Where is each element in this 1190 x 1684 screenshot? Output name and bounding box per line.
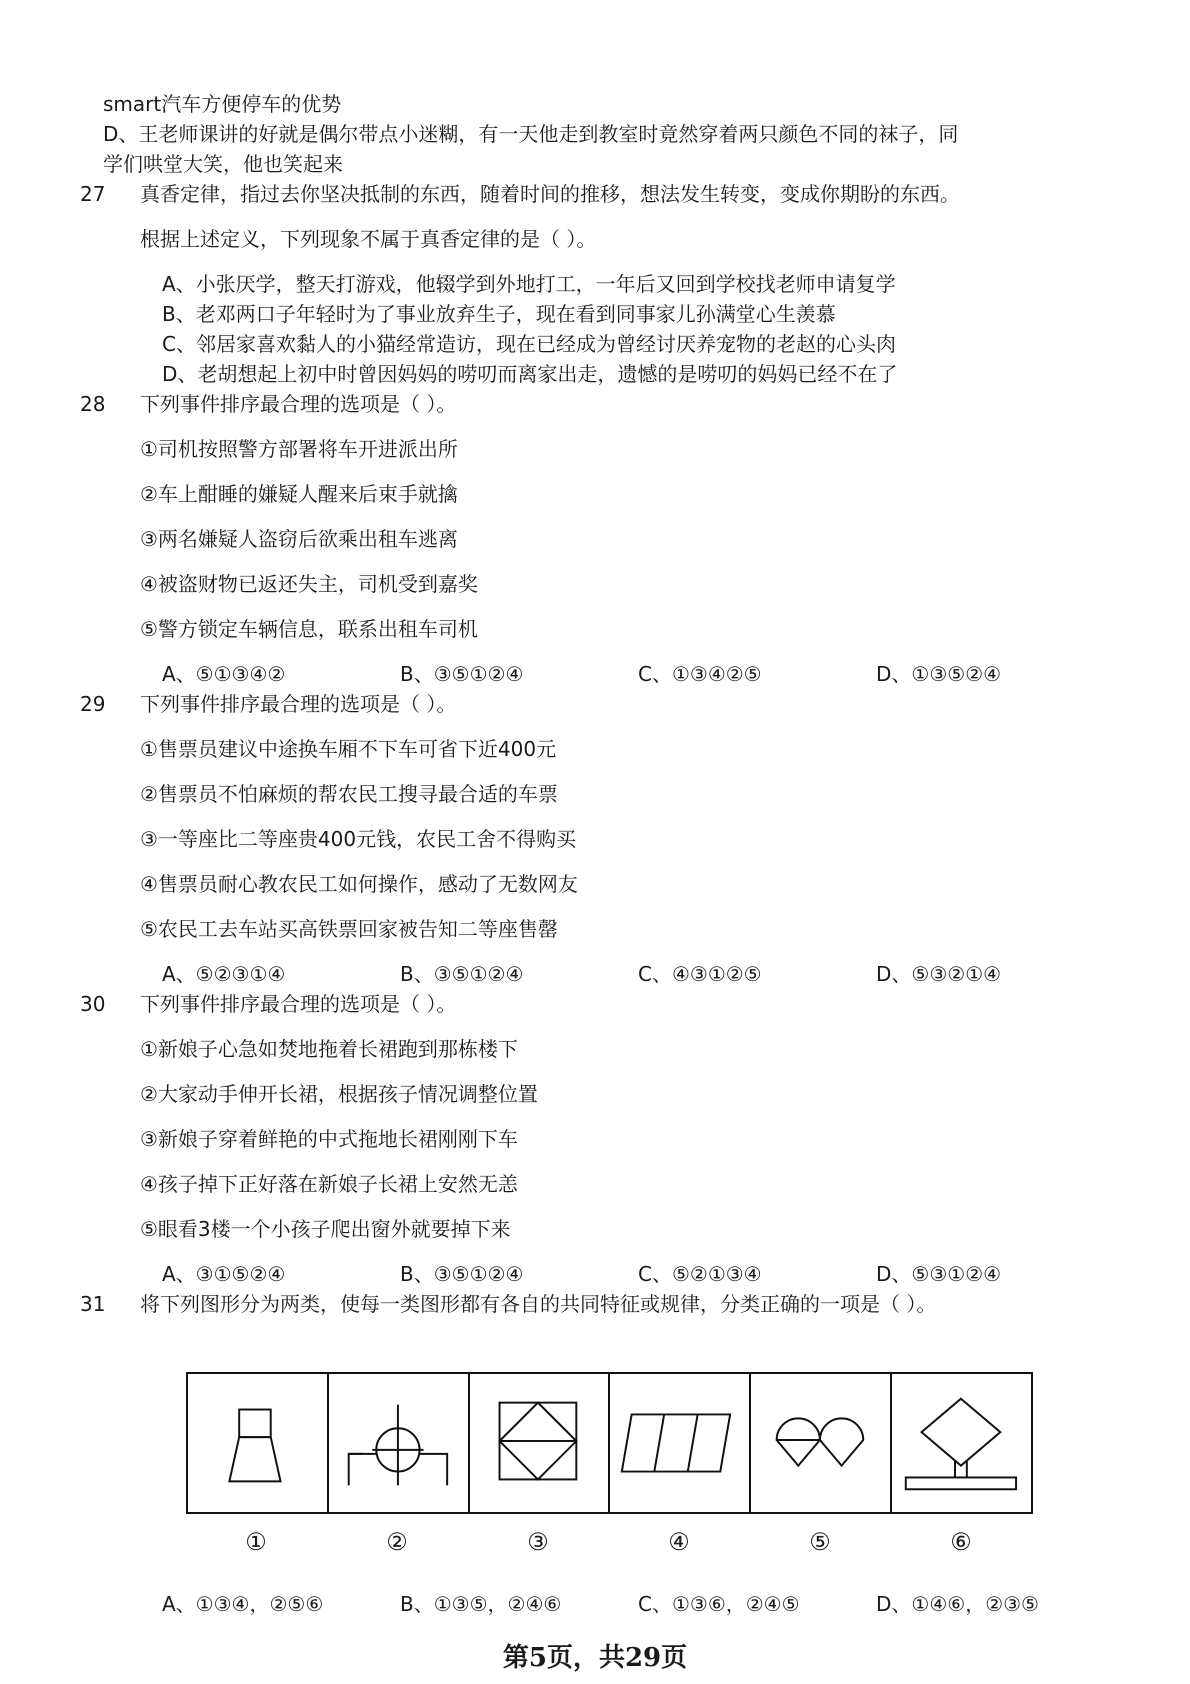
q27-option-c: C、邻居家喜欢黏人的小猫经常造访，现在已经成为曾经讨厌养宠物的老赵的心头肉 [162, 332, 896, 356]
q27-option-d: D、老胡想起上初中时曾因妈妈的唠叨而离家出走，遗憾的是唠叨的妈妈已经不在了 [162, 362, 898, 386]
q31-option-b: B、①③⑤，②④⑥ [400, 1592, 562, 1616]
figure-label-6: ⑥ [950, 1528, 972, 1556]
q27-stem: 根据上述定义，下列现象不属于真香定律的是（ ）。 [140, 227, 597, 251]
figure-label-2: ② [386, 1528, 408, 1556]
q28-option-b: B、③⑤①②④ [400, 662, 524, 686]
question-number-30: 30 [80, 992, 106, 1016]
figure-3-shape [470, 1374, 609, 1512]
q31-option-a: A、①③④，②⑤⑥ [162, 1592, 324, 1616]
q29-item-1: ①售票员建议中途换车厢不下车可省下近400元 [140, 737, 557, 761]
q30-item-3: ③新娘子穿着鲜艳的中式拖地长裙刚刚下车 [140, 1127, 518, 1151]
figure-5 [751, 1374, 892, 1512]
q29-option-a: A、⑤②③①④ [162, 962, 286, 986]
figure-2 [329, 1374, 470, 1512]
q28-item-4: ④被盗财物已返还失主，司机受到嘉奖 [140, 572, 478, 596]
q30-option-d: D、⑤③①②④ [876, 1262, 1002, 1286]
question-number-31: 31 [80, 1292, 106, 1316]
q29-item-3: ③一等座比二等座贵400元钱，农民工舍不得购买 [140, 827, 577, 851]
q31-stem: 将下列图形分为两类，使每一类图形都有各自的共同特征或规律，分类正确的一项是（ ）。 [140, 1292, 937, 1316]
prev-option-tail: smart汽车方便停车的优势 [103, 92, 342, 116]
q27-option-a: A、小张厌学，整天打游戏，他辍学到外地打工，一年后又回到学校找老师申请复学 [162, 272, 896, 296]
q30-item-2: ②大家动手伸开长裙，根据孩子情况调整位置 [140, 1082, 538, 1106]
q28-item-1: ①司机按照警方部署将车开进派出所 [140, 437, 458, 461]
q27-option-b: B、老邓两口子年轻时为了事业放弃生子，现在看到同事家儿孙满堂心生羡慕 [162, 302, 836, 326]
q27-definition: 真香定律，指过去你坚决抵制的东西，随着时间的推移，想法发生转变，变成你期盼的东西。 [140, 182, 960, 206]
q29-item-5: ⑤农民工去车站买高铁票回家被告知二等座售罄 [140, 917, 558, 941]
q30-option-c: C、⑤②①③④ [638, 1262, 762, 1286]
q30-item-4: ④孩子掉下正好落在新娘子长裙上安然无恙 [140, 1172, 518, 1196]
q28-stem: 下列事件排序最合理的选项是（ ）。 [140, 392, 457, 416]
q29-item-4: ④售票员耐心教农民工如何操作，感动了无数网友 [140, 872, 578, 896]
q30-item-1: ①新娘子心急如焚地拖着长裙跑到那栋楼下 [140, 1037, 518, 1061]
q30-option-b: B、③⑤①②④ [400, 1262, 524, 1286]
figure-1-shape [188, 1374, 327, 1512]
figure-2-shape [329, 1374, 468, 1512]
figure-6-shape [892, 1374, 1031, 1512]
q28-option-d: D、①③⑤②④ [876, 662, 1002, 686]
figure-3 [470, 1374, 611, 1512]
figure-label-1: ① [245, 1528, 267, 1556]
figure-label-4: ④ [668, 1528, 690, 1556]
q29-stem: 下列事件排序最合理的选项是（ ）。 [140, 692, 457, 716]
q29-option-c: C、④③①②⑤ [638, 962, 762, 986]
q29-item-2: ②售票员不怕麻烦的帮农民工搜寻最合适的车票 [140, 782, 558, 806]
figure-label-5: ⑤ [809, 1528, 831, 1556]
figure-5-shape [751, 1374, 890, 1512]
prev-option-d-line1: D、王老师课讲的好就是偶尔带点小迷糊，有一天他走到教室时竟然穿着两只颜色不同的袜子，同 [103, 122, 959, 146]
q28-item-5: ⑤警方锁定车辆信息，联系出租车司机 [140, 617, 478, 641]
figure-6 [892, 1374, 1031, 1512]
figure-4-shape [610, 1374, 749, 1512]
prev-option-d-line2: 学们哄堂大笑，他也笑起来 [103, 152, 343, 176]
question-number-28: 28 [80, 392, 106, 416]
q29-option-b: B、③⑤①②④ [400, 962, 524, 986]
q30-stem: 下列事件排序最合理的选项是（ ）。 [140, 992, 457, 1016]
q29-option-d: D、⑤③②①④ [876, 962, 1002, 986]
q28-item-3: ③两名嫌疑人盗窃后欲乘出租车逃离 [140, 527, 458, 551]
q31-option-d: D、①④⑥，②③⑤ [876, 1592, 1039, 1616]
q30-item-5: ⑤眼看3楼一个小孩子爬出窗外就要掉下来 [140, 1217, 511, 1241]
q28-item-2: ②车上酣睡的嫌疑人醒来后束手就擒 [140, 482, 458, 506]
page-footer: 第5页，共29页 [502, 1643, 688, 1673]
q31-option-c: C、①③⑥，②④⑤ [638, 1592, 800, 1616]
q30-option-a: A、③①⑤②④ [162, 1262, 286, 1286]
figure-1 [188, 1374, 329, 1512]
question-number-27: 27 [80, 182, 106, 206]
q28-option-a: A、⑤①③④② [162, 662, 286, 686]
q28-option-c: C、①③④②⑤ [638, 662, 762, 686]
figure-label-3: ③ [527, 1528, 549, 1556]
question-number-29: 29 [80, 692, 106, 716]
figure-4 [610, 1374, 751, 1512]
figure-row [186, 1372, 1033, 1514]
